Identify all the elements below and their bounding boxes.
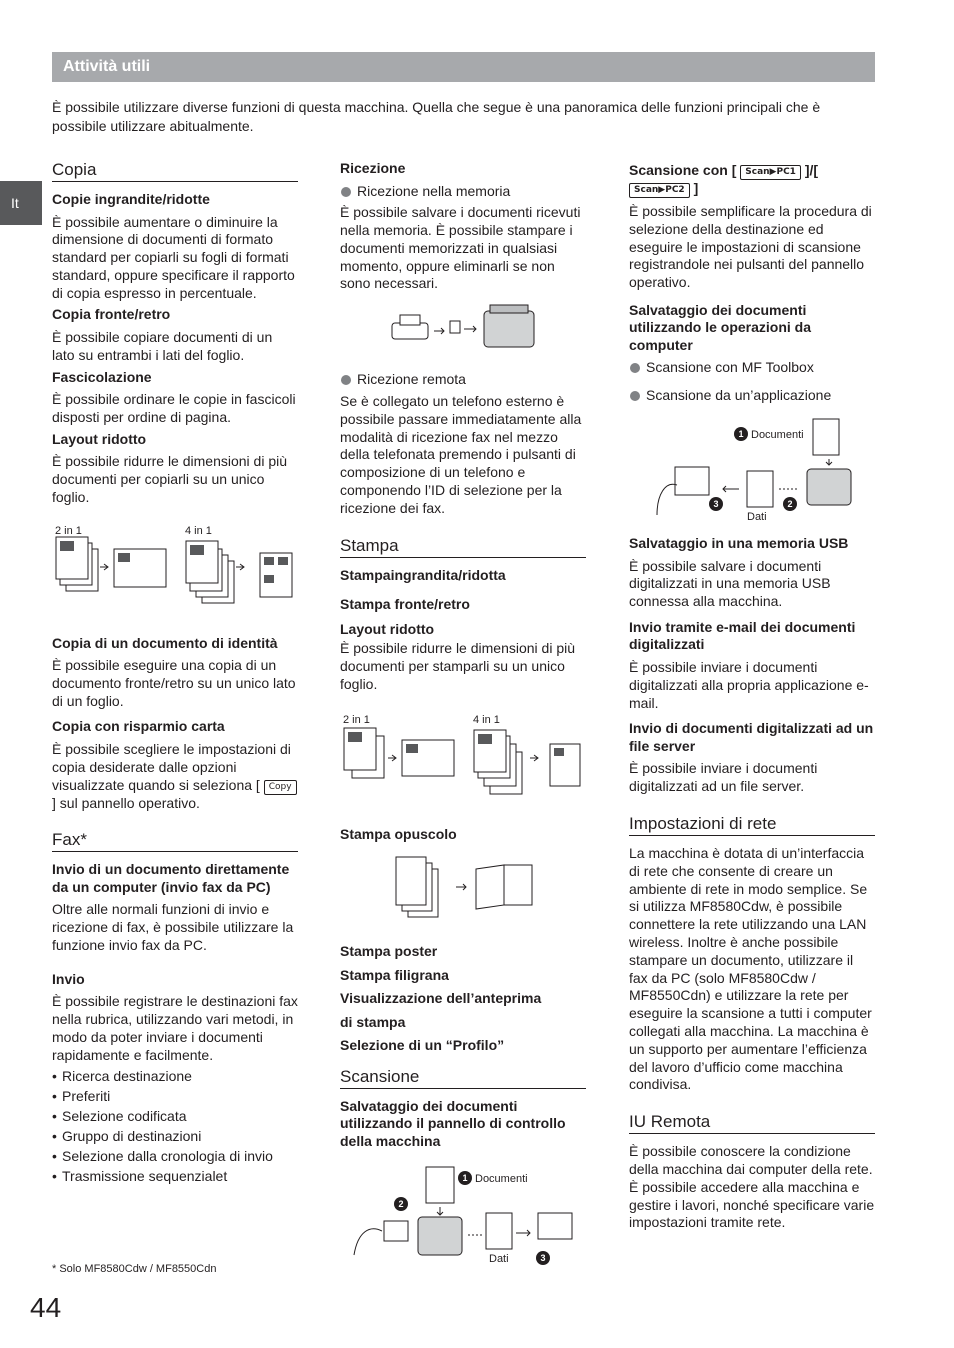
intro-text: È possibile utilizzare diverse funzioni di questa macchina. Quella che segue è una panoramica delle funzioni principali che è possibile utilizzare abitualmente.: [52, 99, 821, 134]
scansione-heading: Scansione: [340, 1067, 586, 1089]
stampa-s1: Stampaingrandita/ridotta: [340, 566, 506, 583]
bullet-label: Scansione con MF Toolbox: [646, 359, 814, 376]
stampa-s3: Layout ridotto: [340, 620, 435, 637]
copia-s1-title: Copie ingrandite/ridotte: [52, 191, 210, 207]
bullet-label: Scansione da un’applicazione: [646, 387, 832, 404]
list-item: • Ricerca destinazione: [52, 1068, 298, 1086]
copia-s6-text-a: È possibile scegliere le impostazioni di copia desiderate dalle opzioni visualizzate quando si seleziona [: [52, 740, 291, 793]
bullet-dot-icon: [630, 363, 640, 373]
fax-memory-illustration: [340, 301, 586, 363]
scan-pc1-key: Scan▶PC1: [740, 165, 801, 180]
scan-button-title: [629, 162, 875, 198]
fig-label-documenti: Documenti: [751, 429, 804, 442]
stampa-heading: Stampa: [340, 536, 586, 558]
bullet-dot-icon: [630, 391, 640, 401]
bullet-mf-toolbox: [629, 359, 875, 377]
usb-title: Salvataggio in una memoria USB: [629, 535, 849, 552]
scan-title-part: ]: [693, 180, 699, 196]
fig-label-2in1: 2 in 1: [55, 524, 82, 537]
scan-title-part: ]/[: [804, 162, 819, 178]
rete-text: La macchina è dotata di un’interfaccia di rete che consente di creare un ambiente di rete in modo semplice. Se si utilizza MF8580Cdw, è possibile connettere la rete utilizzando una LAN wireless. Inoltre è anche possibile stampare un documento, utilizzare il fax da PC (solo MF8580Cdw / MF8550Cdn) e utilizzare la rete per eseguire la scansione a tutti i computer collegati alla macchina. La macchina è un supporto per aumentare l’efficienza del lavoro d’ufficio come macchina condivisa.: [629, 844, 872, 1093]
language-tab: It: [0, 181, 42, 225]
list-item: • Selezione codificata: [52, 1108, 298, 1126]
column-3: [629, 162, 875, 1240]
copia-s1-text: È possibile aumentare o diminuire la dimensione di documenti di formato standard per copiarli su fogli di formati standard, oppure specificare il rapporto di copia espresso in percentuale.: [52, 213, 295, 301]
stampa-s2: Stampa fronte/retro: [340, 596, 470, 613]
booklet-figure: [340, 851, 586, 935]
list-item: • Gruppo di destinazioni: [52, 1128, 298, 1146]
fax-s1-text: Oltre alle normali funzioni di invio e ricezione di fax, è possibile utilizzare la funzione invio fax da PC.: [52, 901, 294, 953]
scan-computer-figure: [629, 409, 875, 527]
copia-s4-title: Layout ridotto: [52, 430, 147, 447]
footnote: * Solo MF8580Cdw / MF8550Cdn: [52, 1263, 217, 1275]
copia-s2-text: È possibile copiare documenti di un lato su entrambi i lati del foglio.: [52, 328, 273, 363]
fax-s2-text: È possibile registrare le destinazioni fax nella rubrica, utilizzando vari metodi, in modo da poter inviare i documenti rapidamente e facilmente.: [52, 993, 298, 1063]
column-1: [52, 160, 298, 1194]
stampa-s4: Stampa opuscolo: [340, 825, 457, 842]
step-3-badge: 3: [536, 1251, 550, 1265]
column-2: [340, 160, 586, 1281]
stampa-s7: Visualizzazione dell’anteprima: [340, 990, 542, 1007]
fig-label-documenti: Documenti: [475, 1173, 528, 1186]
stampa-s6: Stampa filigrana: [340, 966, 449, 983]
page-number: 44: [30, 1292, 62, 1323]
section-banner: Attività utili: [52, 52, 875, 82]
copia-heading: Copia: [52, 160, 298, 182]
bullet-ricezione-remota: [340, 371, 586, 389]
bullet-label: Ricezione remota: [357, 371, 466, 388]
copia-s5-text: È possibile eseguire una copia di un documento fronte/retro su un unico lato di un foglio.: [52, 657, 296, 709]
stampa-s8: Selezione di un “Profilo”: [340, 1037, 505, 1054]
list-item: • Trasmissione sequenzialet: [52, 1168, 298, 1186]
list-item: • Selezione dalla cronologia di invio: [52, 1148, 298, 1166]
email-text: È possibile inviare i documenti digitalizzati alla propria applicazione e-mail.: [629, 658, 869, 711]
scan-title-part: Scansione con [: [629, 162, 737, 178]
ricezione-title: Ricezione: [340, 160, 406, 176]
copia-s3-title: Fascicolazione: [52, 368, 152, 385]
copy-key: Copy: [264, 780, 297, 795]
fig-label-dati: Dati: [747, 511, 767, 524]
usb-text: È possibile salvare i documenti digitalizzati in una memoria USB connessa alla macchina.: [629, 557, 831, 610]
fileserver-text: È possibile inviare i documenti digitalizzati ad un file server.: [629, 760, 818, 795]
fax-s2-title: Invio: [52, 970, 85, 987]
stampa-s3-text: È possibile ridurre le dimensioni di più documenti per stamparli su un unico foglio.: [340, 640, 576, 692]
print-layout-figure: [340, 702, 586, 818]
scan-panel-figure: [340, 1155, 586, 1273]
copia-s6-text: [52, 741, 298, 812]
print-layout-illustration: [340, 702, 586, 818]
step-1-badge: 1: [458, 1171, 472, 1185]
scan-computer-title: Salvataggio dei documenti utilizzando le operazioni da computer: [629, 301, 812, 353]
email-title: Invio tramite e-mail dei documenti digitalizzati: [629, 618, 856, 653]
ricezione-b2-text: Se è collegato un telefono esterno è possibile passare immediatamente alla modalità di ricezione fax nel mezzo della telefonata premendo i pulsanti di composizione di un telefono e componendo l’ID di selezione per la ricezione dei fax.: [340, 393, 582, 516]
copia-s6-text-b: ] sul pannello operativo.: [52, 794, 200, 811]
fig-label-4in1: 4 in 1: [473, 713, 500, 726]
copia-s4-text: È possibile ridurre le dimensioni di più documenti per copiarli su un unico foglio.: [52, 453, 288, 505]
ricezione-b1-text: È possibile salvare i documenti ricevuti nella memoria. È possibile stampare i documenti memorizzati in qualsiasi momento, oppure eliminarli se non sono necessari.: [340, 204, 581, 292]
stampa-s5: Stampa poster: [340, 943, 438, 960]
step-2-badge: 2: [783, 497, 797, 511]
copia-s3-text: È possibile ordinare le copie in fascicoli disposti per ordine di pagina.: [52, 391, 296, 425]
step-1-badge: 1: [734, 427, 748, 441]
scan-button-text: È possibile semplificare la procedura di selezione della destinazione ed eseguire le impostazioni di scansione registrandole nei pulsanti del pannello operativo.: [629, 203, 872, 291]
rete-heading: Impostazioni di rete: [629, 814, 875, 836]
bullet-ricezione-memoria: [340, 183, 586, 201]
bullet-applicazione: [629, 387, 875, 405]
scansione-s1: Salvataggio dei documenti utilizzando il pannello di controllo della macchina: [340, 1097, 566, 1149]
fig-label-2in1: 2 in 1: [343, 713, 370, 726]
list-item: • Preferiti: [52, 1088, 298, 1106]
iu-heading: IU Remota: [629, 1112, 875, 1134]
fax-heading: Fax*: [52, 830, 298, 852]
copia-s5-title: Copia di un documento di identità: [52, 634, 278, 651]
fig-label-dati: Dati: [489, 1253, 509, 1266]
stampa-s7b: di stampa: [340, 1013, 406, 1030]
bullet-label: Ricezione nella memoria: [357, 182, 511, 199]
step-2-badge: 2: [394, 1197, 408, 1211]
iu-text: È possibile conoscere la condizione della macchina dai computer della rete. È possibile accedere alla macchina e gestire i lavori, nonché specificare varie impostazioni tramite rete.: [629, 1143, 875, 1231]
step-3-badge: 3: [709, 497, 723, 511]
fax-receive-figure: [340, 301, 586, 363]
layout-illustration: [52, 515, 298, 627]
copia-s2-title: Copia fronte/retro: [52, 306, 171, 323]
fax-list: [52, 1068, 298, 1186]
copia-s6-title: Copia con risparmio carta: [52, 718, 225, 735]
scan-pc2-key: Scan▶PC2: [629, 183, 690, 198]
copy-layout-figure: [52, 515, 298, 627]
bullet-dot-icon: [341, 375, 351, 385]
booklet-illustration: [340, 851, 586, 935]
fig-label-4in1: 4 in 1: [185, 524, 212, 537]
bullet-dot-icon: [341, 187, 351, 197]
fax-s1-title: Invio di un documento direttamente da un computer (invio fax da PC): [52, 861, 290, 895]
fileserver-title: Invio di documenti digitalizzati ad un file server: [629, 720, 874, 754]
